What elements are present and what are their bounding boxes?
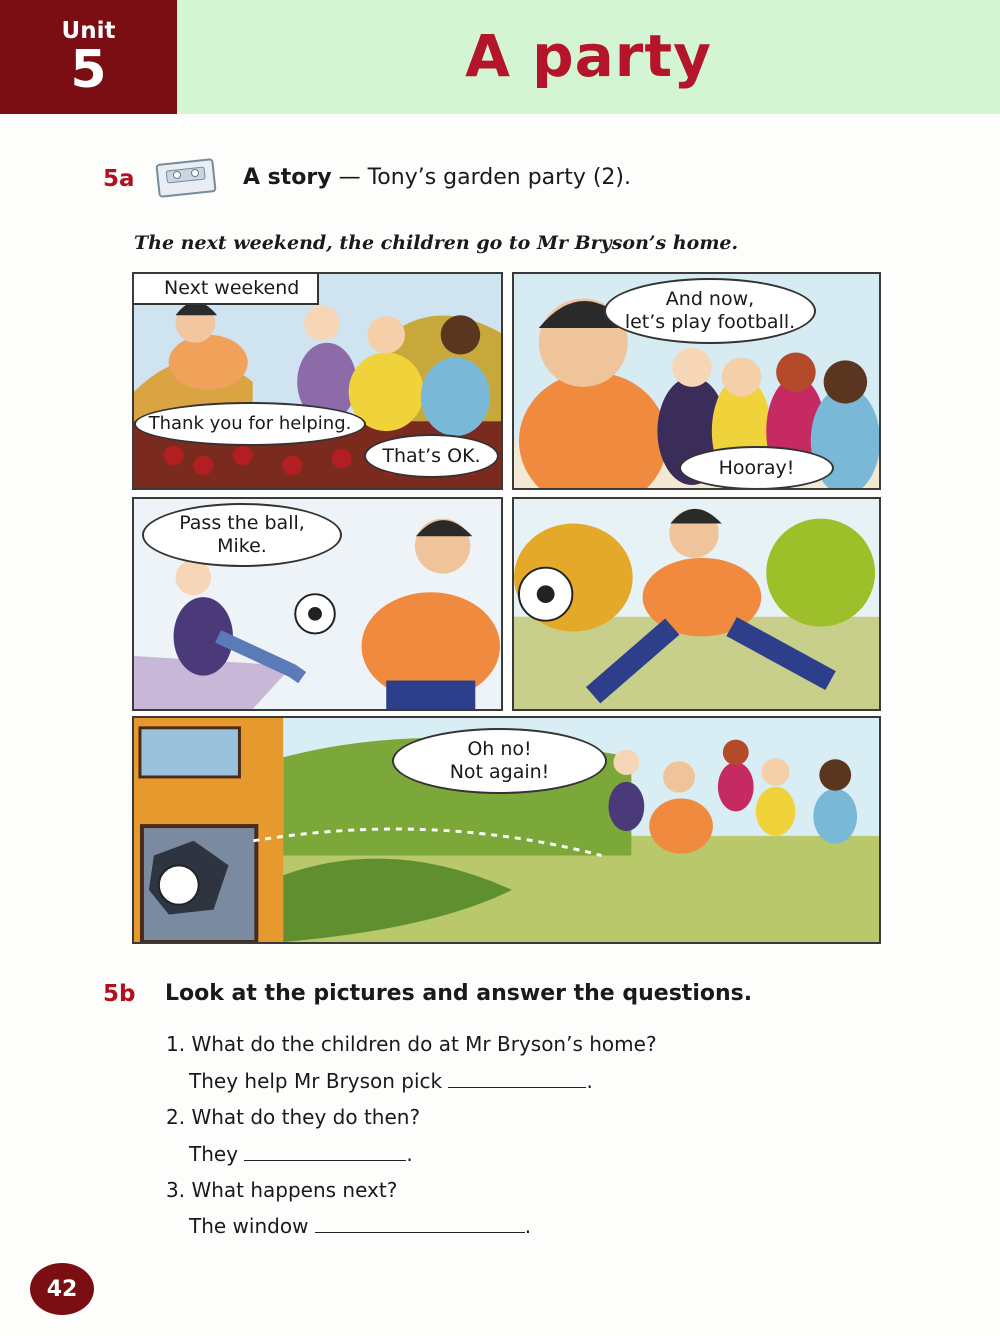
speech-bubble: Hooray! [679,446,834,490]
speech-bubble: Pass the ball, Mike. [142,503,342,567]
panel-caption: Next weekend [134,274,319,305]
section-5a-title [243,165,631,190]
answer-blank[interactable] [244,1142,406,1161]
question-3: 3. What happens next? [166,1178,398,1202]
title-bar [177,0,1000,114]
answer-prefix: The window [189,1214,309,1238]
unit-badge [0,0,177,114]
unit-number: 5 [70,40,107,100]
section-5a-title-bold: A story [243,165,332,190]
speech-bubble: And now, let’s play football. [604,278,816,344]
answer-suffix: . [586,1069,593,1093]
section-5b-number: 5b [103,981,136,1007]
page-number: 42 [30,1263,94,1315]
section-5a-title-rest: — Tony’s garden party (2). [338,165,632,190]
comic-panel-4 [512,497,881,711]
section-5b-title: Look at the pictures and answer the questions. [165,981,753,1006]
answer-suffix: . [524,1214,532,1238]
answer-blank[interactable] [448,1069,586,1088]
question-2: 2. What do they do then? [166,1105,421,1129]
mr-bryson-kicks-ball-illustration [514,499,879,709]
comic-panel-5 [132,716,881,944]
comic-panel-3 [132,497,503,711]
answer-line-3 [189,1214,531,1238]
answer-suffix: . [406,1142,413,1166]
speech-bubble: Oh no! Not again! [392,728,607,794]
speech-bubble: That’s OK. [364,434,499,478]
answer-line-1 [189,1069,593,1093]
comic-panel-1 [132,272,503,490]
answer-blank[interactable] [315,1214,525,1233]
page-title: A party [465,22,712,90]
story-intro: The next weekend, the children go to Mr Bryson’s home. [134,232,739,254]
unit-label: Unit [61,18,116,44]
section-5a-number: 5a [103,166,135,192]
speech-bubble: Thank you for helping. [134,402,366,446]
comic-panel-2 [512,272,881,490]
cassette-icon[interactable] [155,157,217,199]
answer-line-2 [189,1142,413,1166]
answer-prefix: They help Mr Bryson pick [189,1069,443,1093]
question-1: 1. What do the children do at Mr Bryson’s home? [166,1032,657,1056]
answer-prefix: They [189,1142,239,1166]
